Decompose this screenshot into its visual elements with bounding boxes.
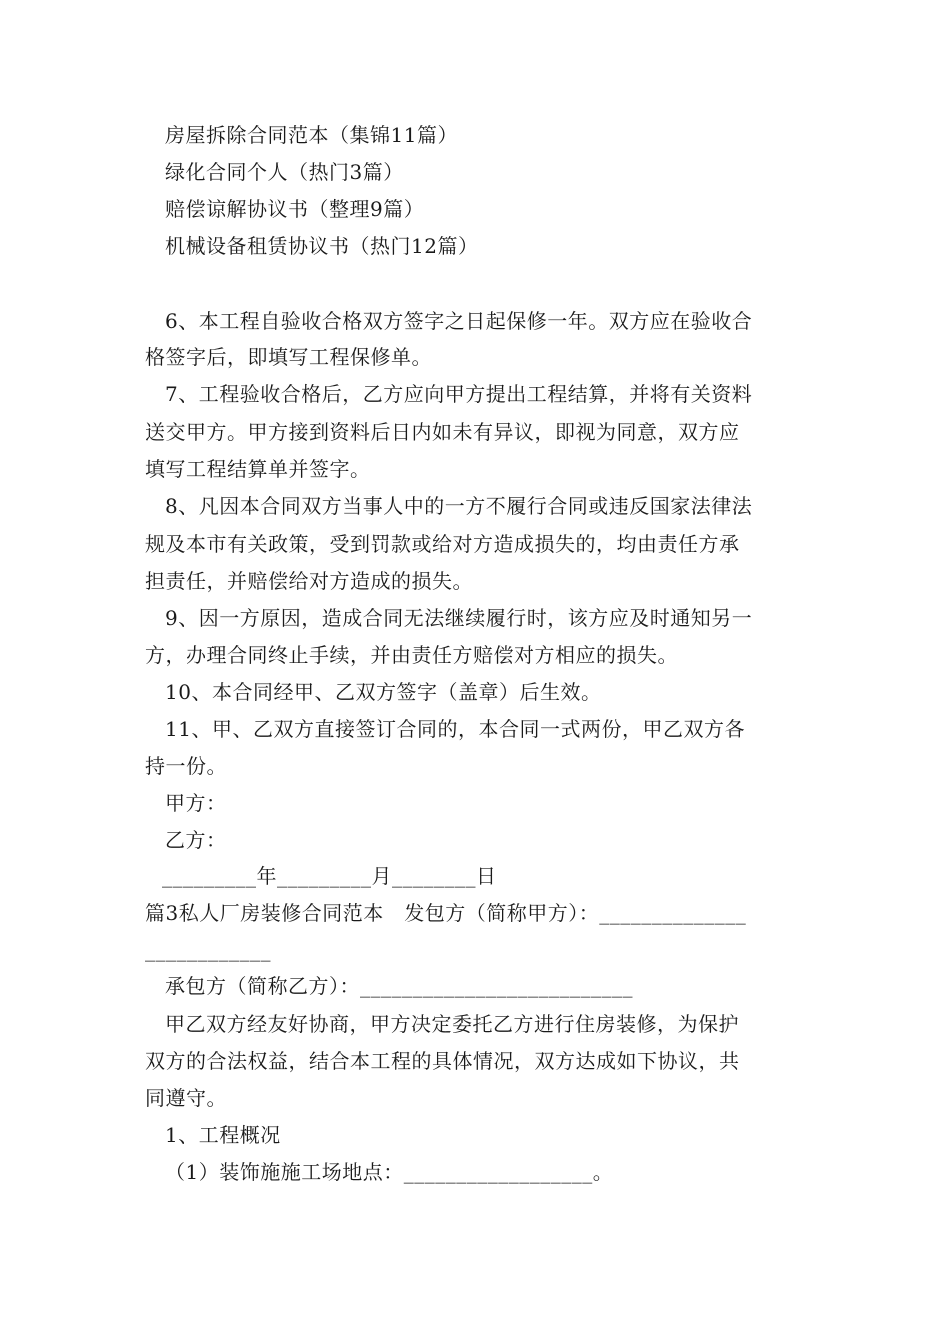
clause-7-line: 填写工程结算单并签字。 [145,457,371,481]
clause-8-line: 担责任，并赔偿给对方造成的损失。 [145,569,473,593]
clause-8-line: 规及本市有关政策，受到罚款或给对方造成损失的，均由责任方承 [145,532,740,556]
date-line: _________年_________月________日 [162,864,497,888]
related-link[interactable]: 机械设备租赁协议书（热门12篇） [165,234,479,258]
article-3-heading: 篇3私人厂房装修合同范本 发包方（简称甲方）：______________ [145,901,747,925]
clause-6-line: 格签字后，即填写工程保修单。 [145,345,432,369]
clause-11-line: 11、甲、乙双方直接签订合同的，本合同一式两份，甲乙双方各 [165,717,745,741]
contractor-line: 承包方（简称乙方）：__________________________ [165,974,633,998]
related-link[interactable]: 房屋拆除合同范本（集锦11篇） [165,123,458,147]
party-a-label: 甲方： [165,791,227,815]
clause-11-line: 持一份。 [145,754,227,778]
related-link[interactable]: 绿化合同个人（热门3篇） [165,160,404,184]
clause-9-line: 方，办理合同终止手续，并由责任方赔偿对方相应的损失。 [145,643,678,667]
related-link[interactable]: 赔偿谅解协议书（整理9篇） [165,197,425,221]
site-location-line: （1）装饰施施工场地点：__________________。 [165,1160,614,1184]
intro-line: 甲乙双方经友好协商，甲方决定委托乙方进行住房装修，为保护 [165,1012,739,1036]
clause-8-line: 8、凡因本合同双方当事人中的一方不履行合同或违反国家法律法 [165,494,753,518]
clause-7-line: 7、工程验收合格后，乙方应向甲方提出工程结算，并将有关资料 [165,382,753,406]
clause-6-line: 6、本工程自验收合格双方签字之日起保修一年。双方应在验收合 [165,309,753,333]
clause-9-line: 9、因一方原因，造成合同无法继续履行时，该方应及时通知另一 [165,606,753,630]
intro-line: 双方的合法权益，结合本工程的具体情况，双方达成如下协议，共 [145,1049,740,1073]
clause-10-line: 10、本合同经甲、乙双方签字（盖章）后生效。 [165,680,602,704]
clause-7-line: 送交甲方。甲方接到资料后日内如未有异议，即视为同意，双方应 [145,420,740,444]
intro-line: 同遵守。 [145,1086,227,1110]
section-1-heading: 1、工程概况 [165,1123,281,1147]
party-b-label: 乙方： [165,828,227,852]
article-3-blank: ____________ [145,938,271,962]
